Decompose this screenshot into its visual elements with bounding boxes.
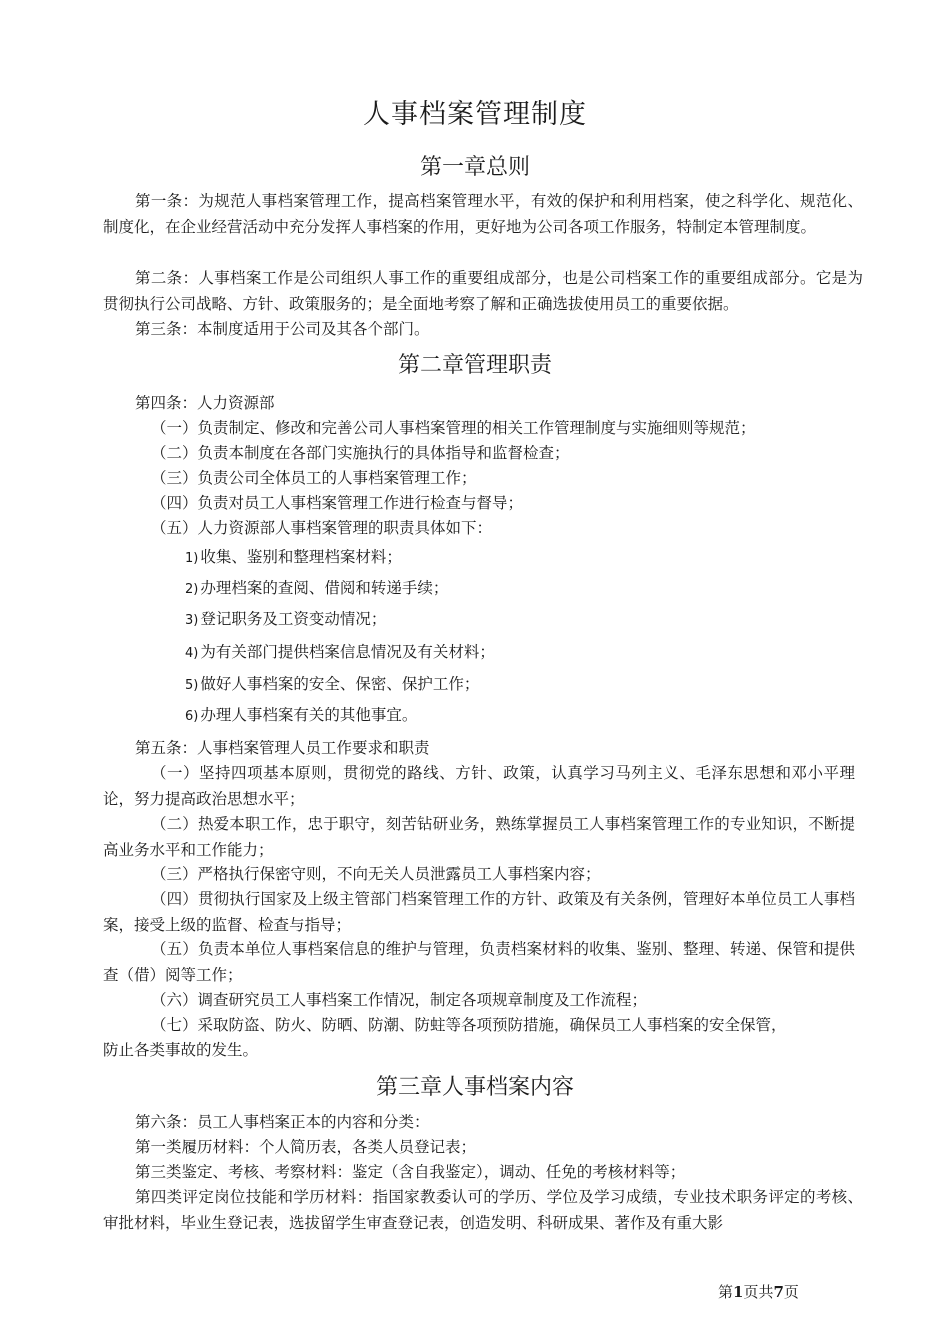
- article-5-item-continuation: 防止各类事故的发生。: [103, 1041, 259, 1059]
- sub-item-text: 做好人事档案的安全、保密、保护工作；: [200, 675, 480, 693]
- total-page-count: 7: [773, 1283, 784, 1301]
- sub-item-text: 收集、鉴别和整理档案材料；: [200, 548, 402, 566]
- category-1: 第一类履历材料：个人简历表，各类人员登记表；: [135, 1138, 477, 1156]
- article-2: 第二条：人事档案工作是公司组织人事工作的重要组成部分，也是公司档案工作的重要组成部分。它是为贯彻执行公司战略、方针、政策服务的；是全面地考察了解和正确选拔使用员工的重要依据。: [103, 269, 863, 313]
- footer-suffix: 页: [783, 1283, 799, 1301]
- article-5-item: （二）热爱本职工作，忠于职守，刻苦钻研业务，熟练掌握员工人事档案管理工作的专业知识，不断提高业务水平和工作能力；: [103, 815, 855, 859]
- footer-prefix: 第: [718, 1283, 734, 1301]
- duty-sub-item: [185, 576, 448, 602]
- sub-item-number: 2): [185, 582, 199, 597]
- current-page-number: 1: [733, 1283, 744, 1301]
- duty-sub-item: [185, 672, 479, 698]
- article-6-heading: 第六条：员工人事档案正本的内容和分类：: [135, 1113, 430, 1131]
- chapter-heading-3: 第三章人事档案内容: [375, 1075, 574, 1100]
- article-4-item: （五）人力资源部人事档案管理的职责具体如下：: [151, 519, 493, 537]
- sub-item-text: 办理人事档案有关的其他事宜。: [200, 706, 418, 724]
- article-5-item: （五）负责本单位人事档案信息的维护与管理，负责档案材料的收集、鉴别、整理、转递、保管和提供查（借）阅等工作；: [103, 940, 855, 984]
- article-1: 第一条：为规范人事档案管理工作，提高档案管理水平，有效的保护和利用档案，使之科学化、规范化、制度化，在企业经营活动中充分发挥人事档案的作用，更好地为公司各项工作服务，特制定本管理制度。: [103, 192, 863, 236]
- article-5-item: （三）严格执行保密守则，不向无关人员泄露员工人事档案内容；: [151, 865, 601, 883]
- duty-sub-item: [185, 545, 402, 571]
- article-4-item: （一）负责制定、修改和完善公司人事档案管理的相关工作管理制度与实施细则等规范；: [151, 419, 756, 437]
- chapter-heading-1: 第一章总则: [419, 155, 530, 180]
- document-title: 人事档案管理制度: [363, 99, 587, 130]
- page-footer: [718, 1281, 799, 1302]
- article-4-item: （三）负责公司全体员工的人事档案管理工作；: [151, 469, 477, 487]
- sub-item-number: 1): [185, 551, 199, 566]
- chapter-heading-2: 第二章管理职责: [397, 353, 552, 378]
- category-4: 第四类评定岗位技能和学历材料：指国家教委认可的学历、学位及学习成绩，专业技术职务评定的考核、审批材料，毕业生登记表，选拔留学生审查登记表，创造发明、科研成果、著作及有重大影: [103, 1188, 863, 1232]
- duty-sub-item: [185, 703, 417, 729]
- article-5-item: （七）采取防盗、防火、防晒、防潮、防蛀等各项预防措施，确保员工人事档案的安全保管，: [151, 1016, 787, 1034]
- sub-item-text: 办理档案的查阅、借阅和转递手续；: [200, 579, 449, 597]
- category-3: 第三类鉴定、考核、考察材料：鉴定（含自我鉴定），调动、任免的考核材料等；: [135, 1163, 686, 1181]
- article-4-heading: 第四条：人力资源部: [135, 394, 275, 412]
- duty-sub-item: [185, 607, 386, 633]
- duty-sub-item: [185, 640, 495, 666]
- sub-item-number: 4): [185, 646, 199, 661]
- sub-item-text: 登记职务及工资变动情况；: [200, 610, 387, 628]
- article-5-item: （六）调查研究员工人事档案工作情况，制定各项规章制度及工作流程；: [151, 991, 648, 1009]
- article-4-item: （四）负责对员工人事档案管理工作进行检查与督导；: [151, 494, 524, 512]
- sub-item-number: 5): [185, 678, 199, 693]
- article-4-item: （二）负责本制度在各部门实施执行的具体指导和监督检查；: [151, 444, 570, 462]
- sub-item-text: 为有关部门提供档案信息情况及有关材料；: [200, 643, 495, 661]
- article-5-item: （四）贯彻执行国家及上级主管部门档案管理工作的方针、政策及有关条例，管理好本单位员工人事档案，接受上级的监督、检查与指导；: [103, 890, 855, 934]
- sub-item-number: 3): [185, 613, 199, 628]
- footer-middle: 页共: [743, 1283, 774, 1301]
- article-5-item: （一）坚持四项基本原则，贯彻党的路线、方针、政策，认真学习马列主义、毛泽东思想和邓小平理论，努力提高政治思想水平；: [103, 764, 855, 808]
- sub-item-number: 6): [185, 709, 199, 724]
- article-5-heading: 第五条：人事档案管理人员工作要求和职责: [135, 739, 430, 757]
- article-3: 第三条：本制度适用于公司及其各个部门。: [135, 320, 430, 338]
